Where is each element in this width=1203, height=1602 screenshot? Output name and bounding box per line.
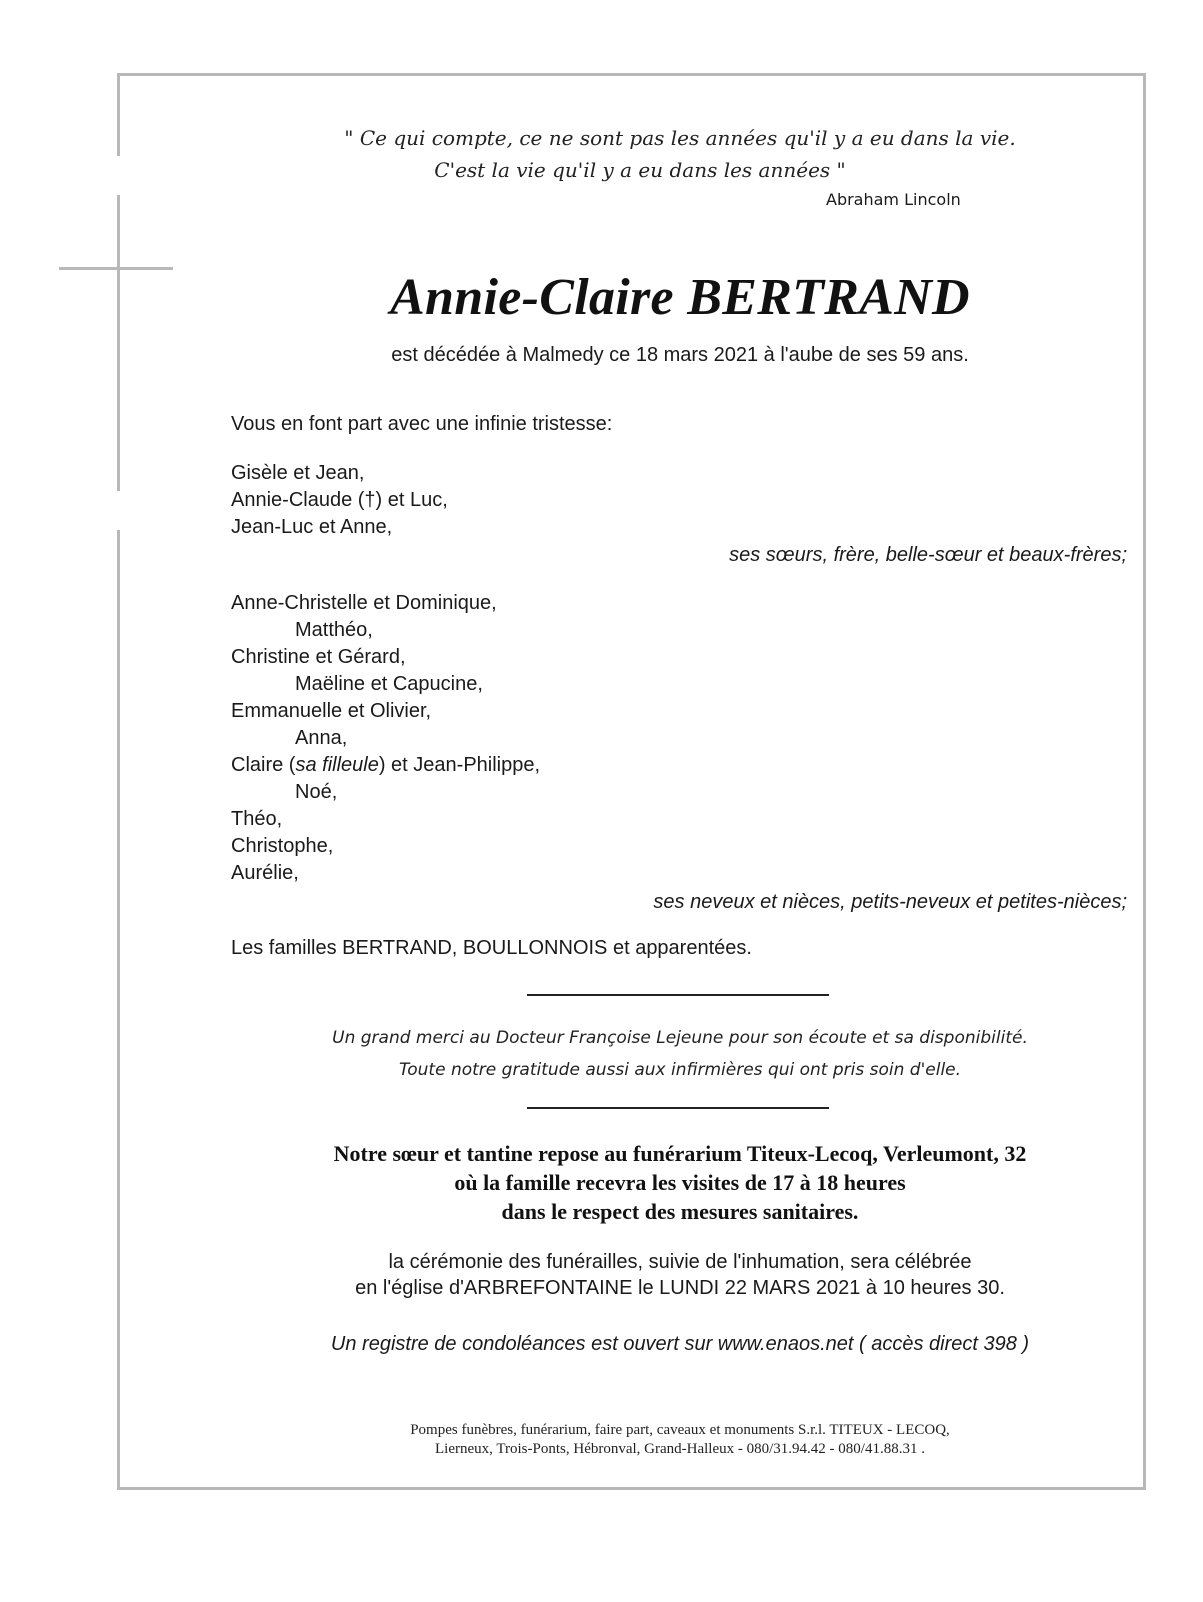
list-item [231,752,540,779]
thanks-line-2: Toute notre gratitude aussi aux infirmières qui ont pris soin d'elle. [398,1060,962,1080]
intro-text: Vous en font part avec une infinie tristesse: [231,413,613,435]
list-item: Aurélie, [231,862,299,884]
visit-line-3: dans le respect des mesures sanitaires. [501,1199,859,1224]
deceased-name: Annie-Claire BERTRAND [390,269,970,326]
ceremony-line-2: en l'église d'ARBREFONTAINE le LUNDI 22 MARS 2021 à 10 heures 30. [355,1277,1005,1299]
nephews-list [231,590,540,887]
quote-author: Abraham Lincoln [826,190,961,209]
list-item: Emmanuelle et Olivier, [231,700,432,722]
list-item: Théo, [231,808,283,830]
list-item: Matthéo, [295,619,373,641]
visit-line-2: où la famille recevra les visites de 17 à 18 heures [454,1170,906,1195]
list-item: Anna, [295,727,348,749]
divider [527,1107,829,1109]
list-item: Annie-Claude (†) et Luc, [231,489,448,511]
visit-line-1: Notre sœur et tantine repose au funérarium Titeux-Lecoq, Verleumont, 32 [333,1141,1027,1166]
list-item: Christophe, [231,835,334,857]
ceremony-line-1: la cérémonie des funérailles, suivie de l'inhumation, sera célébrée [388,1251,972,1273]
list-item: Gisèle et Jean, [231,462,365,484]
quote-line-1: " Ce qui compte, ce ne sont pas les années qu'il y a eu dans la vie. [344,126,1016,150]
claire-godchild-note: sa filleule [295,754,379,776]
families-text: Les familles BERTRAND, BOULLONNOIS et apparentées. [231,937,752,959]
divider [527,994,829,996]
list-item: Jean-Luc et Anne, [231,516,393,538]
condolence-registry: Un registre de condoléances est ouvert sur www.enaos.net ( accès direct 398 ) [330,1333,1030,1355]
death-announcement: est décédée à Malmedy ce 18 mars 2021 à l'aube de ses 59 ans. [391,344,969,366]
quote-line-2: C'est la vie qu'il y a eu dans les années " [434,158,846,182]
list-item: Anne-Christelle et Dominique, [231,592,497,614]
footer-line-2: Lierneux, Trois-Ponts, Hébronval, Grand-Halleux - 080/31.94.42 - 080/41.88.31 . [435,1441,925,1457]
siblings-relation: ses sœurs, frère, belle-sœur et beaux-frères; [729,544,1127,566]
nephews-relation: ses neveux et nièces, petits-neveux et petites-nièces; [653,891,1127,913]
siblings-list [231,460,448,541]
thanks-line-1: Un grand merci au Docteur Françoise Lejeune pour son écoute et sa disponibilité. [332,1028,1028,1048]
list-item: Noé, [295,781,338,803]
list-item: Christine et Gérard, [231,646,406,668]
claire-post: ) et Jean-Philippe, [378,754,541,776]
claire-pre: Claire ( [231,754,296,776]
list-item: Maëline et Capucine, [295,673,483,695]
footer-line-1: Pompes funèbres, funérarium, faire part, caveaux et monuments S.r.l. TITEUX - LECOQ, [410,1422,950,1438]
